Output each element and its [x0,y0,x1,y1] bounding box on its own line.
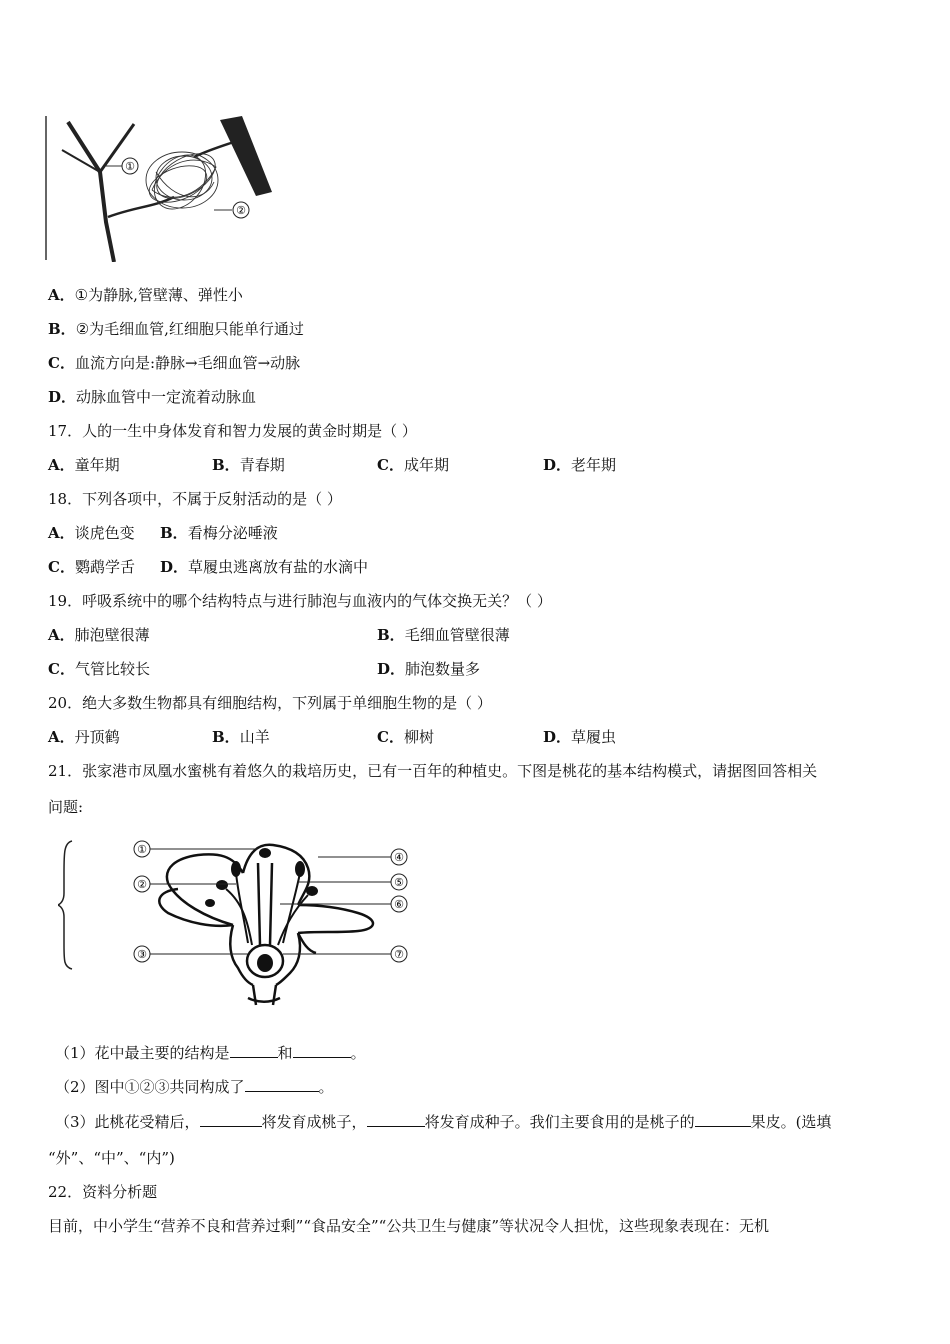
q22-title: 22．资料分析题 [48,1183,158,1201]
q18-option-b[interactable]: B．看梅分泌唾液 [160,524,278,542]
q17-option-d[interactable]: D．老年期 [543,456,617,474]
label-1: ① [125,160,135,173]
q16-option-c[interactable]: C．血流方向是:静脉→毛细血管→动脉 [48,354,301,372]
flower-label-7: ⑦ [394,948,404,961]
q19-option-b[interactable]: B．毛细血管壁很薄 [377,626,510,644]
flower-label-3: ③ [137,948,147,961]
flower-label-5: ⑤ [394,876,404,889]
answer-blank-2[interactable] [293,1041,351,1058]
q18-option-d[interactable]: D．草履虫逃离放有盐的水滴中 [160,558,369,576]
answer-blank-3[interactable] [245,1075,319,1092]
q21-stem-line2: 问题: [48,798,84,816]
q22-line1: 目前，中小学生“营养不良和营养过剩”“食品安全”“公共卫生与健康”等状况令人担忧，这些现象表现在：无机 [48,1217,770,1235]
flower-label-6: ⑥ [394,898,404,911]
q19-option-a[interactable]: A．肺泡壁很薄 [48,626,150,644]
blood-vessel-diagram [44,112,284,262]
q20-option-a[interactable]: A．丹顶鹤 [48,728,120,746]
q20-option-c[interactable]: C．柳树 [377,728,434,746]
flower-label-2: ② [137,878,147,891]
q21-sub3: （3）此桃花受精后， 将发育成桃子， 将发育成种子。我们主要食用的是桃子的 果皮。(选填 [55,1110,831,1132]
flower-label-4: ④ [394,851,404,864]
flower-label-1: ① [137,843,147,856]
q16-option-d[interactable]: D．动脉血管中一定流着动脉血 [48,388,257,406]
q17-option-c[interactable]: C．成年期 [377,456,449,474]
q17-option-b[interactable]: B．青春期 [212,456,285,474]
q21-sub3-choices: “外”、“中”、“内”) [48,1149,175,1167]
q20-stem: 20．绝大多数生物都具有细胞结构，下列属于单细胞生物的是（ ） [48,694,492,712]
q19-stem: 19．呼吸系统中的哪个结构特点与进行肺泡与血液内的气体交换无关？（ ） [48,592,552,610]
answer-blank-4[interactable] [200,1110,262,1127]
q18-option-c[interactable]: C．鹦鹉学舌 [48,558,135,576]
q18-stem: 18．下列各项中，不属于反射活动的是（ ） [48,490,342,508]
q17-option-a[interactable]: A．童年期 [48,456,120,474]
q16-option-b[interactable]: B．②为毛细血管,红细胞只能单行通过 [48,320,304,338]
q16-option-a[interactable]: A．①为静脉,管壁薄、弹性小 [48,286,243,304]
answer-blank-1[interactable] [230,1041,278,1058]
q21-sub2: （2）图中①②③共同构成了 。 [55,1075,334,1097]
answer-blank-5[interactable] [367,1110,425,1127]
label-2: ② [236,204,246,217]
q20-option-b[interactable]: B．山羊 [212,728,270,746]
q17-stem: 17．人的一生中身体发育和智力发展的黄金时期是（ ） [48,422,417,440]
q18-option-a[interactable]: A．谈虎色变 [48,524,135,542]
peach-flower-diagram [58,833,438,1008]
q21-sub1: （1）花中最主要的结构是 和 。 [55,1041,366,1063]
q19-option-d[interactable]: D．肺泡数量多 [377,660,481,678]
q20-option-d[interactable]: D．草履虫 [543,728,617,746]
q21-stem-line1: 21．张家港市凤凰水蜜桃有着悠久的栽培历史，已有一百年的种植史。下图是桃花的基本结构模式，请据图回答相关 [48,762,818,780]
answer-blank-6[interactable] [695,1110,751,1127]
q19-option-c[interactable]: C．气管比较长 [48,660,150,678]
